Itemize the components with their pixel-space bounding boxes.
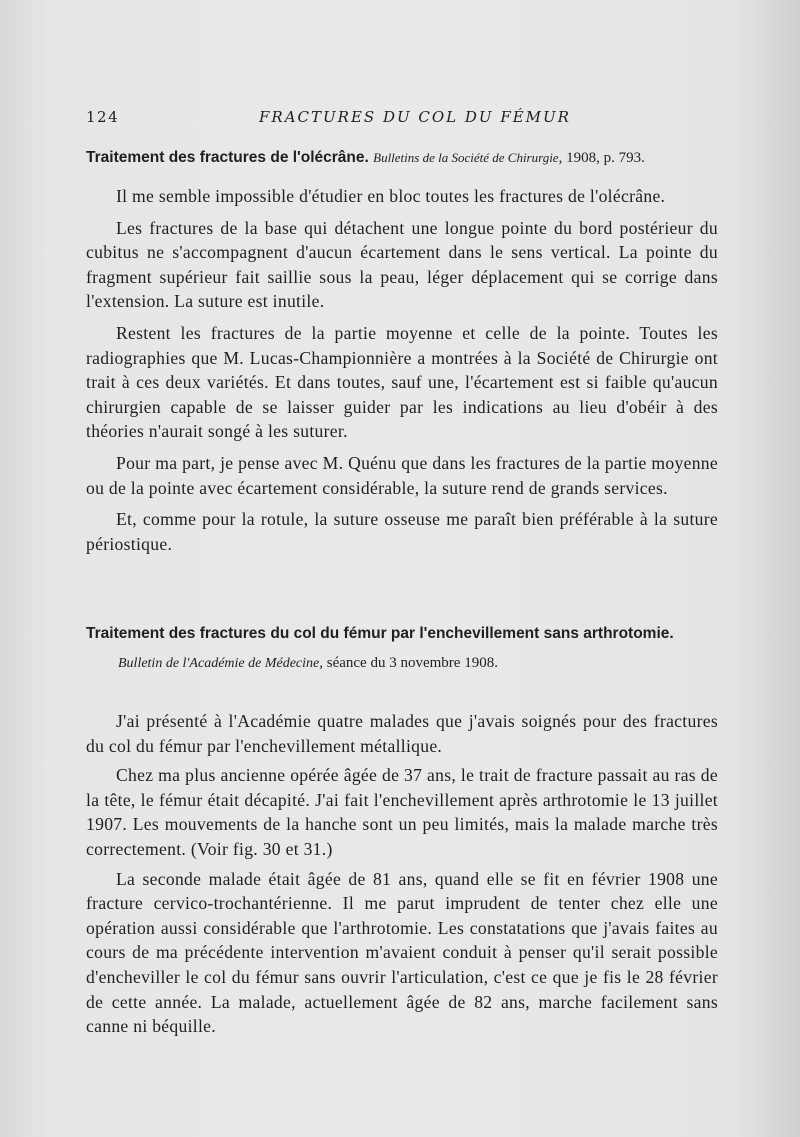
section-olecrane	[86, 146, 718, 563]
paragraph: La seconde malade était âgée de 81 ans, quand elle se fit en février 1908 une fracture cervico-trochantérienne. Il me parut imprudent de tenter chez elle une opération aussi considérable que l'arthrotomie. Les constatations que j'avais faites au cours de ma précédente intervention m'avaient conduit à penser qu'il serait possible d'encheviller le col du fémur sans ouvrir l'articulation, c'est ce que je fis le 28 février de cette année. La malade, actuellement âgée de 82 ans, marche facilement sans canne ni béquille.	[86, 868, 718, 1037]
section-title: Traitement des fractures du col du fémur par l'enchevillement sans arthrotomie.	[86, 625, 674, 642]
paragraph: Pour ma part, je pense avec M. Quénu que dans les fractures de la partie moyenne ou de la pointe avec écartement considérable, la suture rend de grands services.	[86, 452, 718, 498]
section-title	[86, 146, 718, 170]
section-reference	[118, 652, 718, 675]
reference-journal: Bulletins de la Société de Chirurgie	[373, 150, 559, 165]
running-title: FRACTURES DU COL DU FÉMUR	[259, 108, 571, 126]
section-reference	[373, 150, 645, 166]
section-col-femur	[86, 622, 718, 1044]
paragraph: Chez ma plus ancienne opérée âgée de 37 ans, le trait de fracture passait au ras de la tête, le fémur était décapité. J'ai fait l'enchevillement après arthrotomie le 13 juillet 1907. Les mouvements de la hanche sont un peu limités, mais la malade marche très correctement. (Voir fig. 30 et 31.)	[86, 765, 718, 859]
paragraph: Et, comme pour la rotule, la suture osseuse me paraît bien préférable à la suture périostique.	[86, 509, 718, 554]
paragraph: Il me semble impossible d'étudier en bloc toutes les fractures de l'olécrâne.	[116, 186, 666, 206]
section-title-text: Traitement des fractures de l'olécrâne.	[86, 149, 369, 166]
reference-details: , séance du 3 novembre 1908.	[319, 655, 498, 671]
paragraph: Les fractures de la base qui détachent une longue pointe du bord postérieur du cubitus ne s'accompagnent d'aucun écartement dans le sens vertical. La pointe du fragment supérieur fait saillie sous la peau, léger déplacement qui se corrige dans l'extension. La suture est inutile.	[86, 217, 718, 312]
paragraph: J'ai présenté à l'Académie quatre malades que j'avais soignés pour des fractures du col du fémur par l'enchevillement métallique.	[86, 711, 718, 756]
reference-details: , 1908, p. 793.	[558, 150, 645, 166]
page-number: 124	[86, 108, 120, 126]
reference-journal: Bulletin de l'Académie de Médecine	[118, 656, 320, 671]
paragraph: Restent les fractures de la partie moyenne et celle de la pointe. Toutes les radiographies que M. Lucas-Championnière a montrées à la Société de Chirurgie ont trait à ces deux variétés. Et dans toutes, sauf une, l'écartement est si faible qu'aucun chirurgien capable de se laisser guider par les indications au lieu d'obéir à des théories n'aurait songé à les suturer.	[86, 322, 718, 442]
